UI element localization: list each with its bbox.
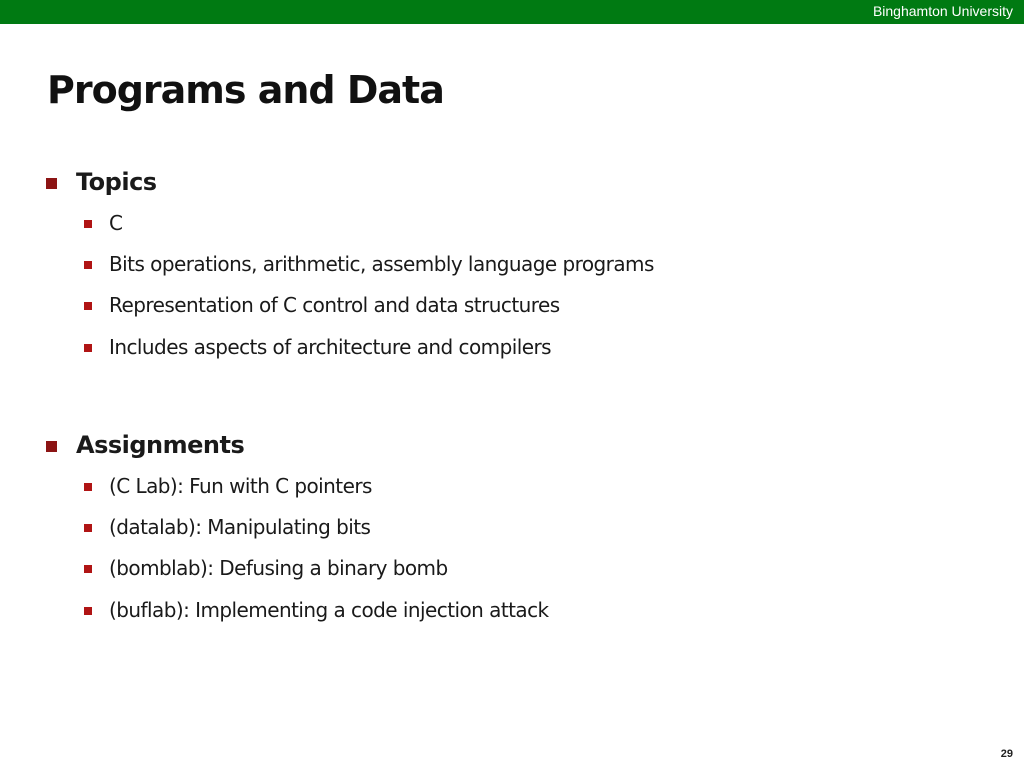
list-item-text: Bits operations, arithmetic, assembly language programs <box>109 252 654 277</box>
list-item-text: (buflab): Implementing a code injection attack <box>109 597 549 622</box>
page-number: 29 <box>1000 748 1013 760</box>
square-bullet-icon <box>84 524 92 532</box>
list-item-text: Representation of C control and data structures <box>109 293 560 318</box>
square-bullet-icon <box>84 220 92 228</box>
assignments-list <box>46 469 549 635</box>
list-item <box>84 206 654 247</box>
section-topics <box>46 164 654 372</box>
list-item-text: C <box>109 210 123 235</box>
square-bullet-icon <box>84 302 92 310</box>
section-label: Topics <box>76 168 157 196</box>
header-bar <box>0 0 1024 24</box>
square-bullet-icon <box>84 344 92 352</box>
list-item <box>84 289 654 330</box>
institution-name: Binghamton University <box>872 3 1013 19</box>
list-item <box>84 593 549 634</box>
list-item <box>84 330 654 371</box>
list-item-text: (datalab): Manipulating bits <box>109 515 371 540</box>
section-heading <box>46 164 654 200</box>
square-bullet-icon <box>84 261 92 269</box>
slide-title: Programs and Data <box>47 68 444 112</box>
square-bullet-icon <box>46 441 57 452</box>
list-item <box>84 247 654 288</box>
square-bullet-icon <box>84 483 92 491</box>
section-label: Assignments <box>76 431 245 459</box>
square-bullet-icon <box>46 178 57 189</box>
section-heading <box>46 427 549 463</box>
list-item-text: Includes aspects of architecture and compilers <box>109 334 552 359</box>
square-bullet-icon <box>84 565 92 573</box>
topics-list <box>46 206 654 372</box>
square-bullet-icon <box>84 607 92 615</box>
section-assignments <box>46 427 549 635</box>
list-item <box>84 469 549 510</box>
list-item <box>84 552 549 593</box>
list-item-text: (bomblab): Defusing a binary bomb <box>109 556 448 581</box>
list-item-text: (C Lab): Fun with C pointers <box>109 473 372 498</box>
list-item <box>84 510 549 551</box>
